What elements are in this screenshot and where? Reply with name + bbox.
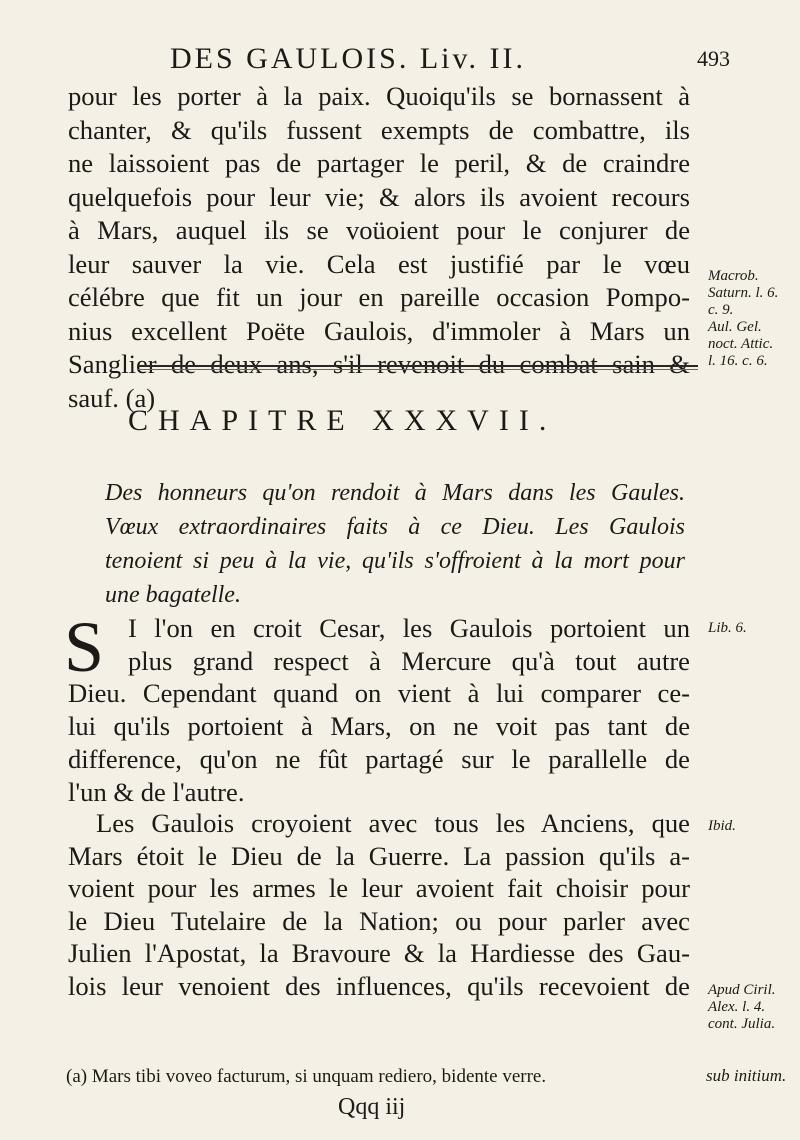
text-line: nius excellent Poëte Gaulois, d'immoler à Mars un: [68, 315, 690, 346]
margin-note-line: Alex. l. 4.: [708, 999, 766, 1015]
margin-note-line: Macrob.: [708, 268, 759, 284]
running-title: DES GAULOIS. Liv. II.: [170, 42, 527, 75]
margin-note-ibid: [708, 818, 798, 835]
page-header: [170, 42, 730, 82]
text-line: quelquefois pour leur vie; & alors ils avoient recours: [68, 181, 690, 212]
text-line: plus grand respect à Mercure qu'à tout autre: [128, 645, 690, 676]
chapter-summary: [105, 476, 685, 612]
paragraph-2: [68, 808, 690, 1003]
margin-note-line: cont. Julia.: [708, 1016, 776, 1032]
text-line: pour les porter à la paix. Quoiqu'ils se bornassent à: [68, 81, 690, 111]
text-line: à Mars, auquel ils se voüoient pour le conjurer de: [68, 215, 690, 245]
drop-cap: S: [64, 607, 105, 687]
text-line: lui qu'ils portoient à Mars, on ne voit pas tant de: [68, 711, 690, 741]
summary-line: une bagatelle.: [105, 582, 241, 608]
signature-mark: Qqq iij: [338, 1094, 406, 1120]
margin-note-line: Lib. 6.: [708, 620, 747, 636]
text-line: Sanglier de deux ans, s'il revenoit du combat sain &: [68, 349, 690, 379]
text-line: Dieu. Cependant quand on vient à lui comparer ce-: [68, 678, 690, 708]
section-rule-thin: [138, 369, 698, 370]
text-line: célébre que fit un jour en pareille occasion Pompo-: [68, 282, 690, 312]
summary-line: tenoient si peu à la vie, qu'ils s'offroient à la mort pour: [105, 548, 685, 574]
margin-note-line: Saturn. l. 6.: [708, 285, 779, 301]
margin-note-macrob: [708, 268, 798, 370]
margin-note-line: c. 9.: [708, 302, 734, 318]
margin-note-line: Aul. Gel.: [708, 319, 762, 335]
footnote-margin-note: sub initium.: [706, 1066, 787, 1085]
text-line: I l'on en croit Cesar, les Gaulois portoient un: [128, 613, 690, 643]
summary-line: Vœux extraordinaires faits à ce Dieu. Les Gaulois: [105, 514, 685, 540]
page-number: 493: [697, 46, 730, 71]
text-line: ne laissoient pas de partager le peril, & de craindre: [68, 148, 690, 178]
footnote: (a) Mars tibi voveo facturum, si unquam rediero, bidente verre.: [66, 1066, 547, 1087]
text-line: lois leur venoient des influences, qu'ils recevoient de: [68, 970, 690, 1001]
text-line: chanter, & qu'ils fussent exempts de combattre, ils: [68, 114, 690, 145]
text-line: sauf. (a): [68, 382, 156, 413]
text-line: leur sauver la vie. Cela est justifié par le vœu: [68, 248, 690, 279]
margin-note-line: l. 16. c. 6.: [708, 353, 768, 369]
paragraph-1-rest: [68, 678, 690, 810]
text-line: Mars étoit le Dieu de la Guerre. La passion qu'ils a-: [68, 840, 690, 871]
chapter-heading: CHAPITRE XXXVII.: [128, 404, 557, 437]
text-line: le Dieu Tutelaire de la Nation; ou pour parler avec: [68, 905, 690, 936]
text-line: Les Gaulois croyoient avec tous les Anciens, que: [96, 808, 690, 838]
text-line: difference, qu'on ne fût partagé sur le parallelle de: [68, 744, 690, 774]
margin-note-lib: [708, 620, 798, 637]
section-rule: [138, 365, 698, 367]
margin-note-line: Apud Ciril.: [708, 982, 776, 998]
text-line: l'un & de l'autre.: [68, 777, 245, 807]
summary-line: Des honneurs qu'on rendoit à Mars dans les Gaules.: [105, 480, 685, 506]
text-line: Julien l'Apostat, la Bravoure & la Hardiesse des Gau-: [68, 938, 690, 968]
margin-note-line: noct. Attic.: [708, 336, 774, 352]
margin-note-line: Ibid.: [708, 818, 736, 834]
margin-note-apud: [708, 982, 798, 1033]
paragraph-1-opening: [128, 612, 690, 677]
text-line: voient pour les armes le leur avoient fait choisir pour: [68, 873, 690, 903]
